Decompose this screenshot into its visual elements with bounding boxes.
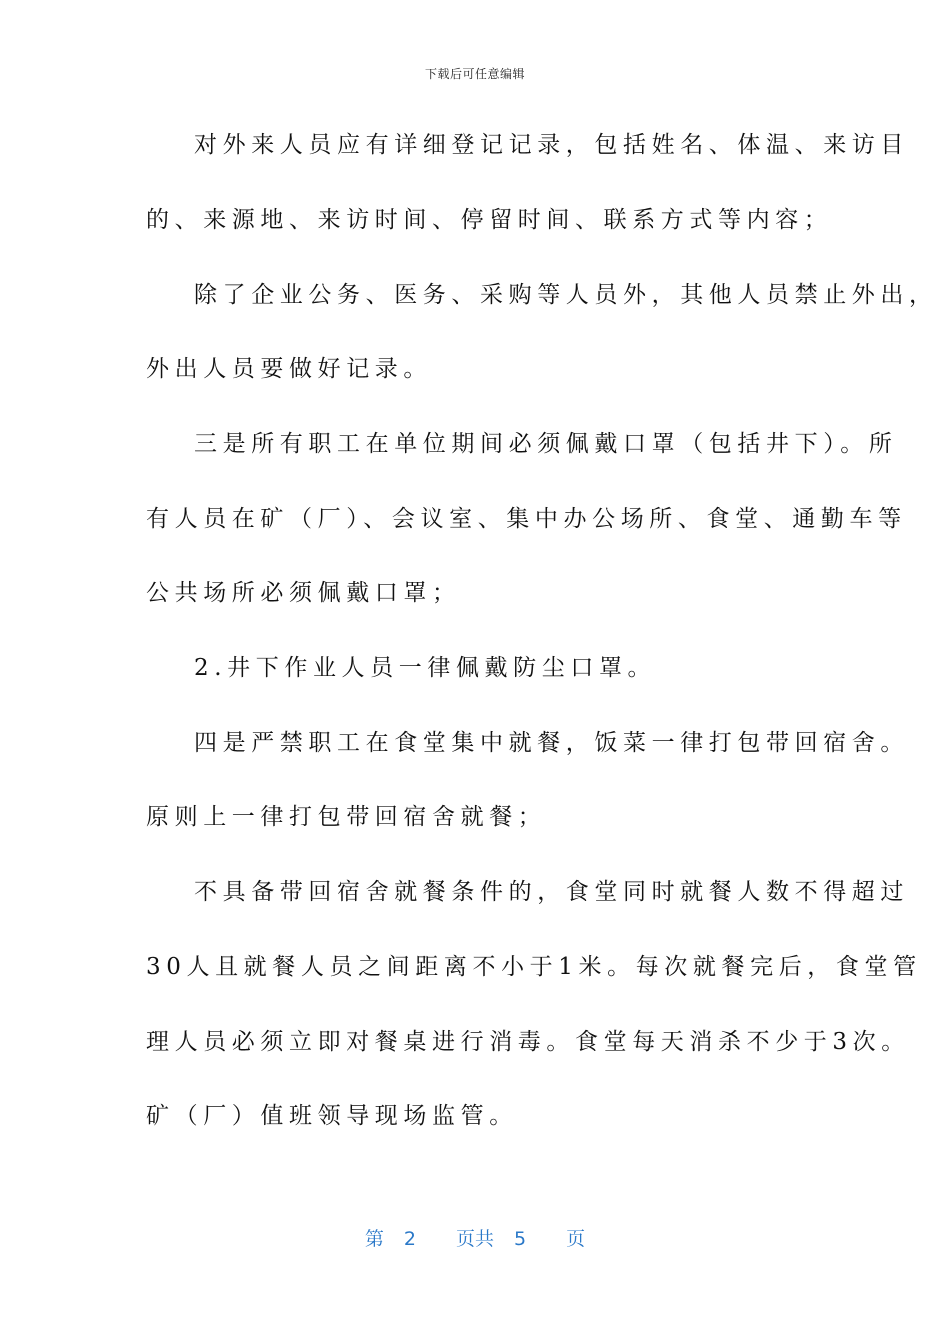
body-line: 2.井下作业人员一律佩戴防尘口罩。 xyxy=(194,655,657,681)
current-page-number: 2 xyxy=(403,1228,416,1250)
body-line: 的、来源地、来访时间、停留时间、联系方式等内容； xyxy=(146,207,833,233)
page-label-mid: 页共 xyxy=(455,1228,494,1250)
page-number-footer xyxy=(0,1226,950,1252)
body-line: 原则上一律打包带回宿舍就餐； xyxy=(146,804,547,830)
body-line: 外出人员要做好记录。 xyxy=(146,356,432,382)
body-line: 除了企业公务、医务、采购等人员外，其他人员禁止外出， xyxy=(194,282,938,308)
body-line: 30人且就餐人员之间距离不小于1米。每次就餐完后，食堂管 xyxy=(146,954,922,980)
body-line: 理人员必须立即对餐桌进行消毒。食堂每天消杀不少于3次。 xyxy=(146,1029,910,1055)
body-line: 不具备带回宿舍就餐条件的，食堂同时就餐人数不得超过 xyxy=(194,879,909,905)
page-label-prefix: 第 xyxy=(364,1228,384,1250)
body-line: 对外来人员应有详细登记记录，包括姓名、体温、来访目 xyxy=(194,132,909,158)
body-line: 有人员在矿（厂）、会议室、集中办公场所、食堂、通勤车等 xyxy=(146,506,907,532)
total-pages-number: 5 xyxy=(514,1228,527,1250)
page-header: 下载后可任意编辑 xyxy=(424,67,525,81)
body-line: 公共场所必须佩戴口罩； xyxy=(146,580,461,606)
body-line: 矿（厂）值班领导现场监管。 xyxy=(146,1103,518,1129)
page-label-suffix: 页 xyxy=(566,1228,586,1250)
body-line: 三是所有职工在单位期间必须佩戴口罩（包括井下）。所 xyxy=(194,431,898,457)
body-line: 四是严禁职工在食堂集中就餐，饭菜一律打包带回宿舍。 xyxy=(194,730,909,756)
